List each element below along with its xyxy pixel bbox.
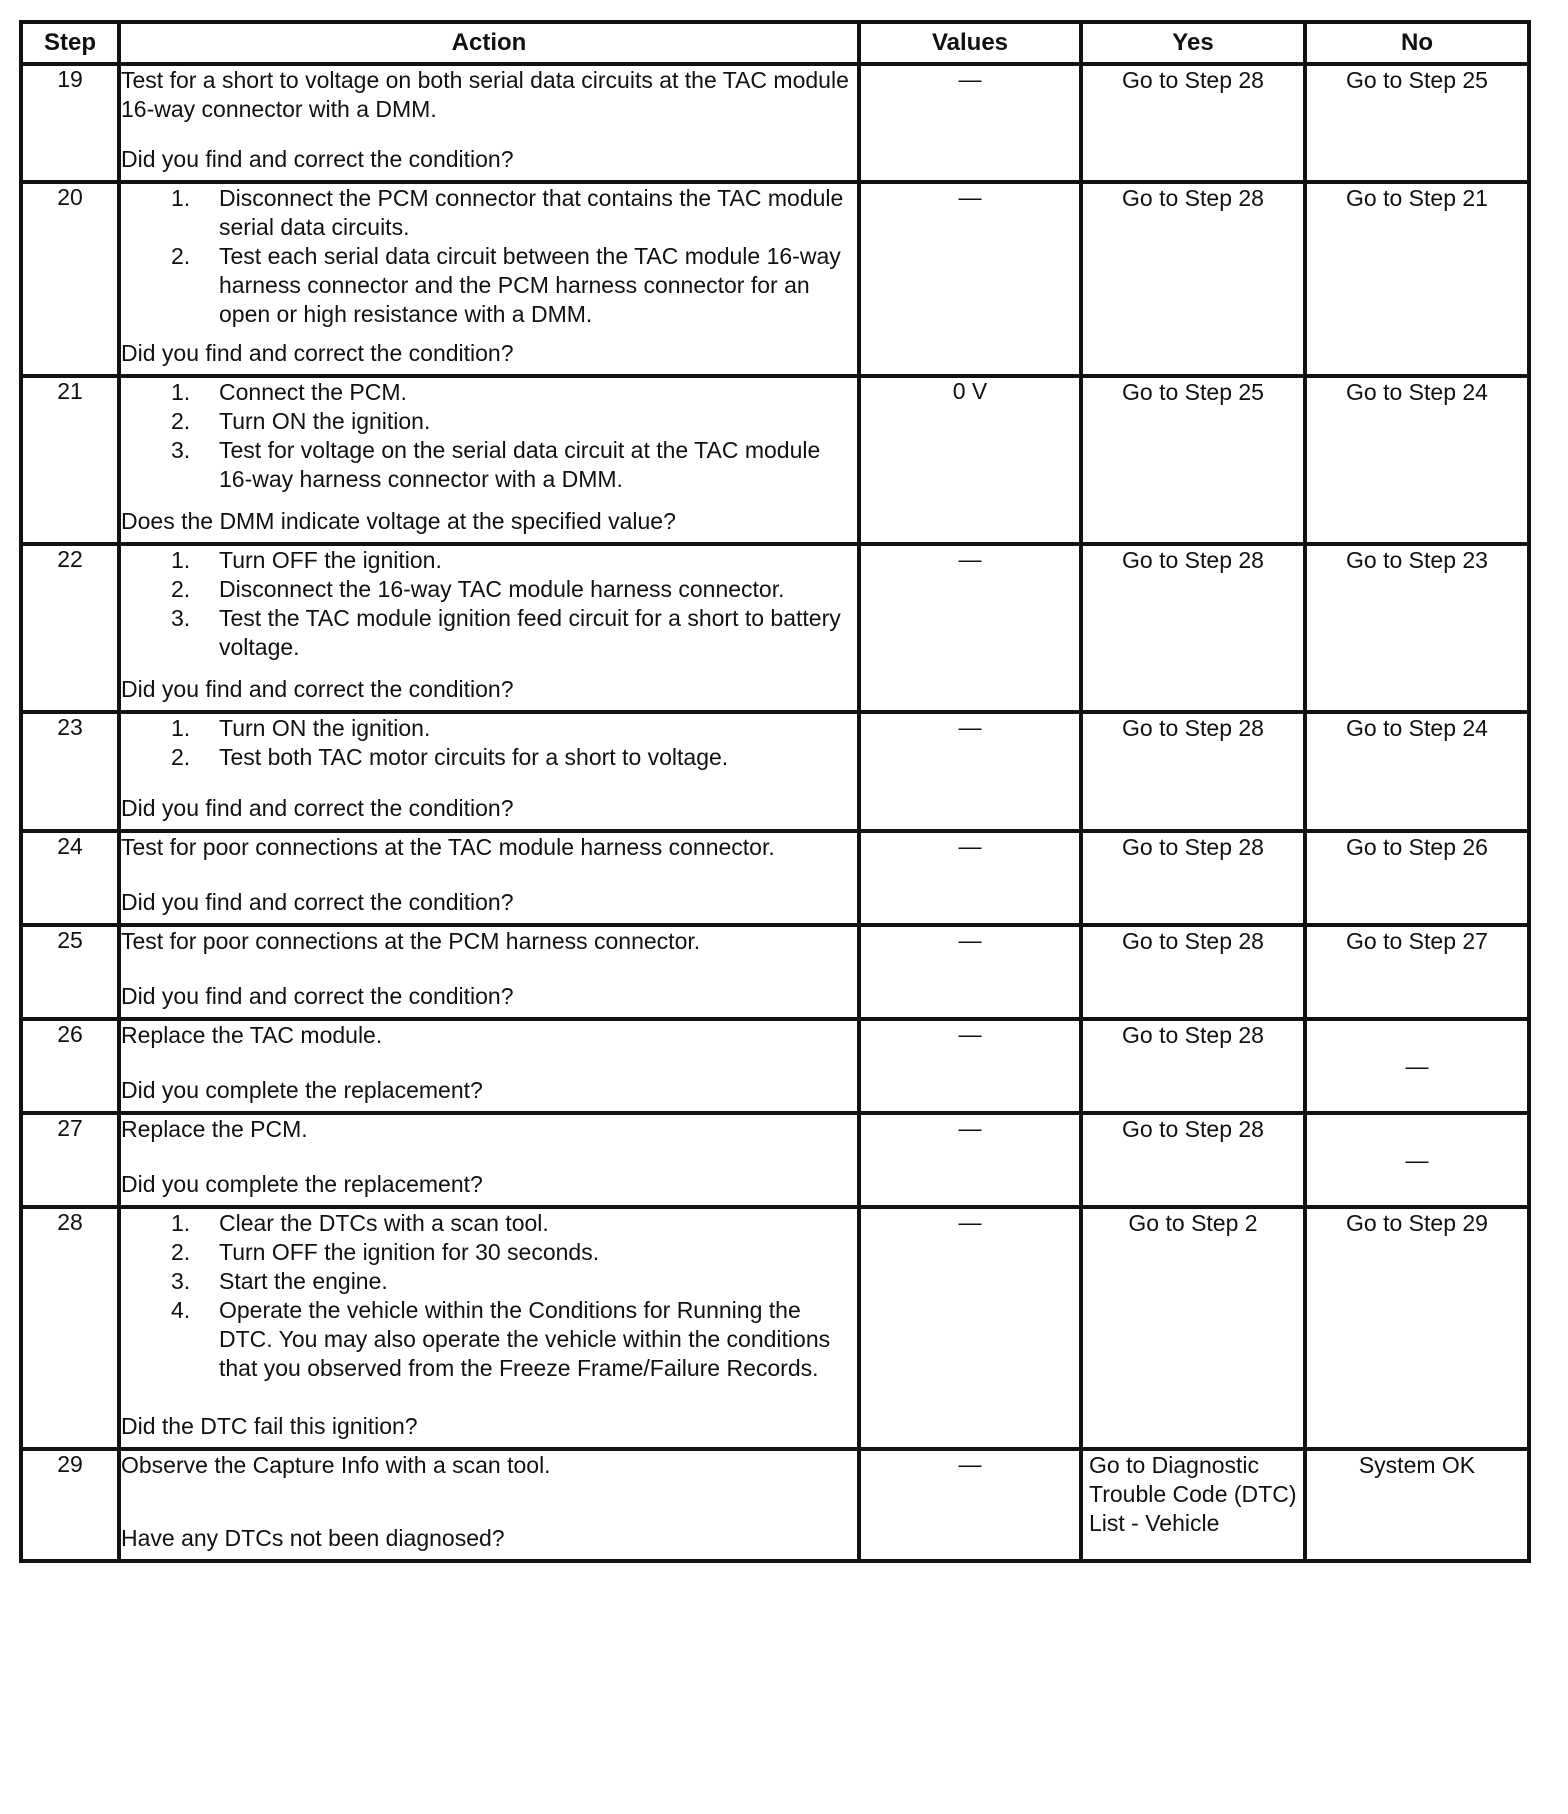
action-step (121, 378, 857, 407)
step-number: 19 (21, 64, 119, 182)
step-number: 22 (21, 544, 119, 712)
table-row (21, 376, 1529, 544)
yes-cell: Go to Diagnostic Trouble Code (DTC) List - Vehicle (1081, 1449, 1305, 1561)
action-steps-list (121, 378, 857, 494)
no-cell: Go to Step 24 (1305, 376, 1529, 544)
action-text: Observe the Capture Info with a scan tool. (121, 1452, 551, 1478)
action-step-text: Disconnect the PCM connector that contains the TAC module serial data circuits. (219, 185, 844, 240)
action-cell (119, 1449, 859, 1561)
no-cell: Go to Step 27 (1305, 925, 1529, 1019)
header-values: Values (859, 22, 1081, 64)
table-row (21, 1019, 1529, 1113)
step-number: 23 (21, 712, 119, 831)
table-body (21, 64, 1529, 1561)
action-cell (119, 1113, 859, 1207)
action-step-text: Start the engine. (219, 1268, 388, 1294)
action-question: Did you complete the replacement? (121, 1077, 483, 1103)
action-question: Did the DTC fail this ignition? (121, 1413, 418, 1439)
no-cell: Go to Step 24 (1305, 712, 1529, 831)
values-cell: — (859, 1113, 1081, 1207)
action-text: Test for a short to voltage on both serial data circuits at the TAC module 16-way connector with a DMM. (121, 67, 849, 122)
action-step-number: 2. (171, 744, 191, 770)
action-cell (119, 64, 859, 182)
table-row (21, 925, 1529, 1019)
header-yes: Yes (1081, 22, 1305, 64)
yes-cell: Go to Step 28 (1081, 831, 1305, 925)
action-question: Did you find and correct the condition? (121, 340, 514, 366)
action-step (121, 743, 857, 772)
no-cell: Go to Step 25 (1305, 64, 1529, 182)
action-steps-list (121, 714, 857, 772)
action-cell (119, 1019, 859, 1113)
yes-cell: Go to Step 28 (1081, 712, 1305, 831)
values-cell: — (859, 1449, 1081, 1561)
action-step-text: Clear the DTCs with a scan tool. (219, 1210, 549, 1236)
action-question: Did you find and correct the condition? (121, 676, 514, 702)
no-cell: — (1305, 1019, 1529, 1113)
yes-cell: Go to Step 28 (1081, 64, 1305, 182)
table-row (21, 64, 1529, 182)
action-step (121, 407, 857, 436)
step-number: 24 (21, 831, 119, 925)
action-step (121, 604, 857, 662)
action-step (121, 1209, 857, 1238)
action-step (121, 575, 857, 604)
action-step (121, 184, 857, 242)
values-cell: — (859, 712, 1081, 831)
action-question: Did you find and correct the condition? (121, 146, 514, 172)
action-question: Did you find and correct the condition? (121, 983, 514, 1009)
table-row (21, 712, 1529, 831)
yes-cell: Go to Step 28 (1081, 925, 1305, 1019)
no-cell: Go to Step 21 (1305, 182, 1529, 376)
yes-cell: Go to Step 28 (1081, 1019, 1305, 1113)
no-cell: Go to Step 29 (1305, 1207, 1529, 1449)
action-cell (119, 182, 859, 376)
action-cell (119, 544, 859, 712)
action-question: Did you complete the replacement? (121, 1171, 483, 1197)
step-number: 25 (21, 925, 119, 1019)
action-steps-list (121, 184, 857, 329)
action-cell (119, 376, 859, 544)
table-row (21, 1449, 1529, 1561)
step-number: 21 (21, 376, 119, 544)
values-cell: — (859, 1207, 1081, 1449)
action-step (121, 546, 857, 575)
yes-cell: Go to Step 28 (1081, 1113, 1305, 1207)
step-number: 29 (21, 1449, 119, 1561)
action-step-text: Turn ON the ignition. (219, 715, 431, 741)
step-number: 26 (21, 1019, 119, 1113)
step-number: 27 (21, 1113, 119, 1207)
action-step-text: Operate the vehicle within the Conditions for Running the DTC. You may also operate the vehicle within the conditions that you observed from the Freeze Frame/Failure Records. (219, 1297, 831, 1381)
action-text: Test for poor connections at the PCM harness connector. (121, 928, 701, 954)
action-cell (119, 1207, 859, 1449)
action-step-text: Disconnect the 16-way TAC module harness connector. (219, 576, 785, 602)
header-row (21, 22, 1529, 64)
no-cell: System OK (1305, 1449, 1529, 1561)
action-step (121, 714, 857, 743)
action-step (121, 1238, 857, 1267)
action-step-text: Test for voltage on the serial data circuit at the TAC module 16-way harness connector with a DMM. (219, 437, 821, 492)
action-step-text: Test each serial data circuit between the TAC module 16-way harness connector and the PCM harness connector for an open or high resistance with a DMM. (219, 243, 841, 327)
action-step-number: 2. (171, 1239, 191, 1265)
action-step-number: 2. (171, 243, 191, 269)
step-number: 20 (21, 182, 119, 376)
table-row (21, 182, 1529, 376)
values-cell: 0 V (859, 376, 1081, 544)
action-step (121, 242, 857, 329)
no-cell: — (1305, 1113, 1529, 1207)
action-question: Did you find and correct the condition? (121, 795, 514, 821)
action-step-text: Turn ON the ignition. (219, 408, 431, 434)
yes-cell: Go to Step 2 (1081, 1207, 1305, 1449)
values-cell: — (859, 925, 1081, 1019)
action-step-number: 3. (171, 437, 191, 463)
action-text: Replace the TAC module. (121, 1022, 383, 1048)
action-text: Test for poor connections at the TAC module harness connector. (121, 834, 775, 860)
header-step: Step (21, 22, 119, 64)
action-step-number: 1. (171, 185, 191, 211)
header-no: No (1305, 22, 1529, 64)
action-step-number: 3. (171, 605, 191, 631)
action-steps-list (121, 546, 857, 662)
action-step (121, 1296, 857, 1383)
action-text: Replace the PCM. (121, 1116, 308, 1142)
yes-cell: Go to Step 28 (1081, 544, 1305, 712)
no-cell: Go to Step 26 (1305, 831, 1529, 925)
action-step (121, 436, 857, 494)
table-row (21, 1207, 1529, 1449)
step-number: 28 (21, 1207, 119, 1449)
table-row (21, 831, 1529, 925)
action-step-text: Test the TAC module ignition feed circuit for a short to battery voltage. (219, 605, 841, 660)
action-step-number: 2. (171, 408, 191, 434)
action-cell (119, 712, 859, 831)
yes-cell: Go to Step 25 (1081, 376, 1305, 544)
action-step-number: 1. (171, 1210, 191, 1236)
action-step-number: 1. (171, 379, 191, 405)
action-step-number: 2. (171, 576, 191, 602)
action-cell (119, 831, 859, 925)
action-question: Does the DMM indicate voltage at the specified value? (121, 508, 676, 534)
diagnostic-table (19, 20, 1531, 1563)
action-step-number: 1. (171, 547, 191, 573)
action-step-text: Test both TAC motor circuits for a short to voltage. (219, 744, 729, 770)
action-step-text: Turn OFF the ignition. (219, 547, 442, 573)
action-step (121, 1267, 857, 1296)
table-row (21, 544, 1529, 712)
header-action: Action (119, 22, 859, 64)
action-step-text: Turn OFF the ignition for 30 seconds. (219, 1239, 600, 1265)
values-cell: — (859, 1019, 1081, 1113)
table-row (21, 1113, 1529, 1207)
action-question: Have any DTCs not been diagnosed? (121, 1525, 505, 1551)
values-cell: — (859, 64, 1081, 182)
action-step-number: 3. (171, 1268, 191, 1294)
action-step-number: 1. (171, 715, 191, 741)
action-step-text: Connect the PCM. (219, 379, 407, 405)
no-cell: Go to Step 23 (1305, 544, 1529, 712)
action-cell (119, 925, 859, 1019)
values-cell: — (859, 182, 1081, 376)
action-step-number: 4. (171, 1297, 191, 1323)
action-question: Did you find and correct the condition? (121, 889, 514, 915)
yes-cell: Go to Step 28 (1081, 182, 1305, 376)
action-steps-list (121, 1209, 857, 1383)
values-cell: — (859, 544, 1081, 712)
values-cell: — (859, 831, 1081, 925)
